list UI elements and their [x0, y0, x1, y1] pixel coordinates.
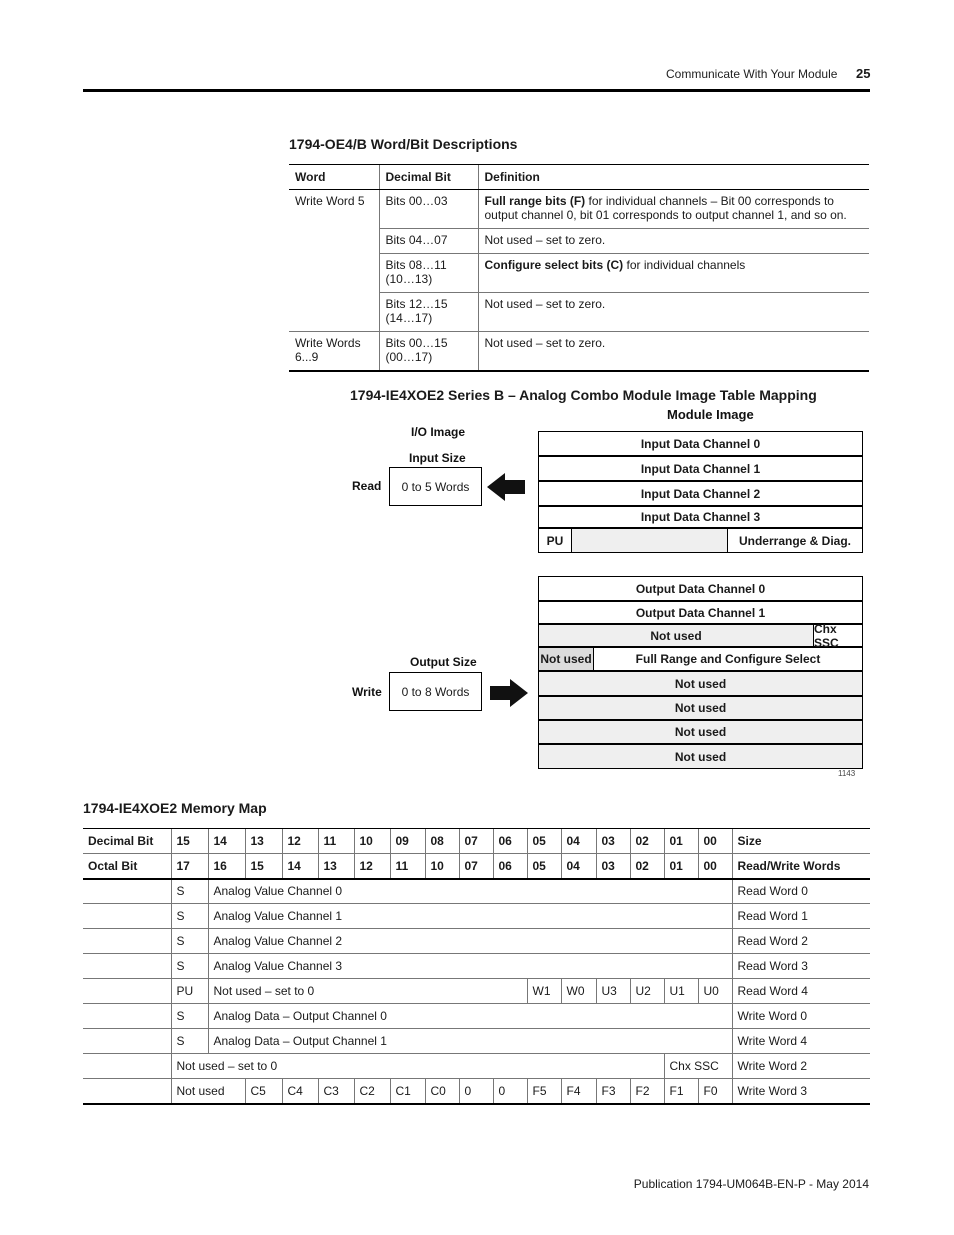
not-used-row: Not used [538, 696, 863, 720]
write-label: Write [352, 685, 382, 699]
table-row: Not used – set to 0 Chx SSC Write Word 2 [83, 1054, 870, 1079]
not-used-row: Not used [538, 720, 863, 744]
pu-underrange-row [538, 528, 863, 553]
output-size-box: 0 to 8 Words [389, 672, 482, 711]
table-row: PU Not used – set to 0 W1 W0 U3 U2 U1 U0 Read Word 4 [83, 979, 870, 1004]
table1-caption: 1794-OE4/B Word/Bit Descriptions [289, 136, 518, 152]
not-used-row: Not used [538, 671, 863, 696]
table-row: Not used C5 C4 C3 C2 C1 C0 0 0 F5 F4 F3 F2 F1 F0 Write Word 3 [83, 1079, 870, 1104]
underrange-cell: Underrange & Diag. [738, 533, 852, 548]
memory-map-table [83, 828, 870, 1105]
col-decimal-bit: Decimal Bit [379, 165, 478, 190]
not-used-cell: Not used [539, 625, 814, 646]
octal-bit-row: Octal Bit 17 16 15 14 13 12 11 10 07 06 05 04 03 02 01 00 Read/Write Words [83, 854, 870, 879]
table-row: Bits 12…15 (14…17) Not used – set to zero. [289, 293, 869, 332]
right-arrow-icon [490, 677, 530, 709]
output-data-channel-1: Output Data Channel 1 [538, 601, 863, 624]
module-image-label: Module Image [667, 407, 754, 422]
figure-id: 1143 [838, 769, 856, 778]
chx-ssc-cell: Chx SSC [814, 621, 839, 650]
input-data-channel-2: Input Data Channel 2 [538, 481, 863, 506]
input-size-box: 0 to 5 Words [389, 467, 482, 506]
table-row: S Analog Value Channel 3 Read Word 3 [83, 954, 870, 979]
pu-cell: PU [539, 529, 572, 552]
not-used-row: Not used [538, 744, 863, 769]
publication-footer: Publication 1794-UM064B-EN-P - May 2014 [633, 1177, 869, 1191]
table-row: S Analog Data – Output Channel 1 Write Word 4 [83, 1029, 870, 1054]
col-word: Word [289, 165, 379, 190]
output-size-label: Output Size [410, 655, 477, 669]
output-data-channel-0: Output Data Channel 0 [538, 576, 863, 601]
input-data-channel-1: Input Data Channel 1 [538, 456, 863, 481]
table-row: S Analog Value Channel 0 Read Word 0 [83, 879, 870, 904]
running-header: Communicate With Your Module [666, 67, 838, 81]
input-data-channel-3: Input Data Channel 3 [538, 506, 863, 528]
io-image-label: I/O Image [411, 425, 466, 439]
input-data-channel-0: Input Data Channel 0 [538, 431, 863, 456]
table-row: Write Word 5 Bits 00…03 Full range bits (F) for individual channels – Bit 00 corresponds to output channel 0, bit 01 corresponds to output channel 1, and so on. [289, 190, 869, 229]
header-rule [83, 89, 870, 92]
input-size-label: Input Size [409, 451, 466, 465]
diagram-caption: 1794-IE4XOE2 Series B – Analog Combo Module Image Table Mapping [350, 387, 817, 403]
table-row: S Analog Data – Output Channel 0 Write Word 0 [83, 1004, 870, 1029]
full-range-row [538, 647, 863, 671]
table2-caption: 1794-IE4XOE2 Memory Map [83, 800, 267, 816]
table-row: Bits 04…07 Not used – set to zero. [289, 229, 869, 254]
full-range-cell: Full Range and Configure Select [635, 652, 821, 666]
left-arrow-icon [487, 471, 527, 503]
not-used-chx-row [538, 621, 863, 650]
table-row: Bits 08…11 (10…13) Configure select bits (C) for individual channels [289, 254, 869, 293]
decimal-bit-row: Decimal Bit 15 14 13 12 11 10 09 08 07 06 05 04 03 02 01 00 Size [83, 829, 870, 854]
table-row: Write Words 6...9 Bits 00…15 (00…17) Not used – set to zero. [289, 332, 869, 371]
not-used-cell: Not used [539, 648, 594, 670]
empty-cell [572, 529, 728, 552]
page-number: 25 [856, 66, 871, 81]
table-row: S Analog Value Channel 1 Read Word 1 [83, 904, 870, 929]
read-label: Read [352, 479, 382, 493]
table-row: S Analog Value Channel 2 Read Word 2 [83, 929, 870, 954]
col-definition: Definition [478, 165, 869, 190]
word-bit-table [289, 164, 869, 372]
